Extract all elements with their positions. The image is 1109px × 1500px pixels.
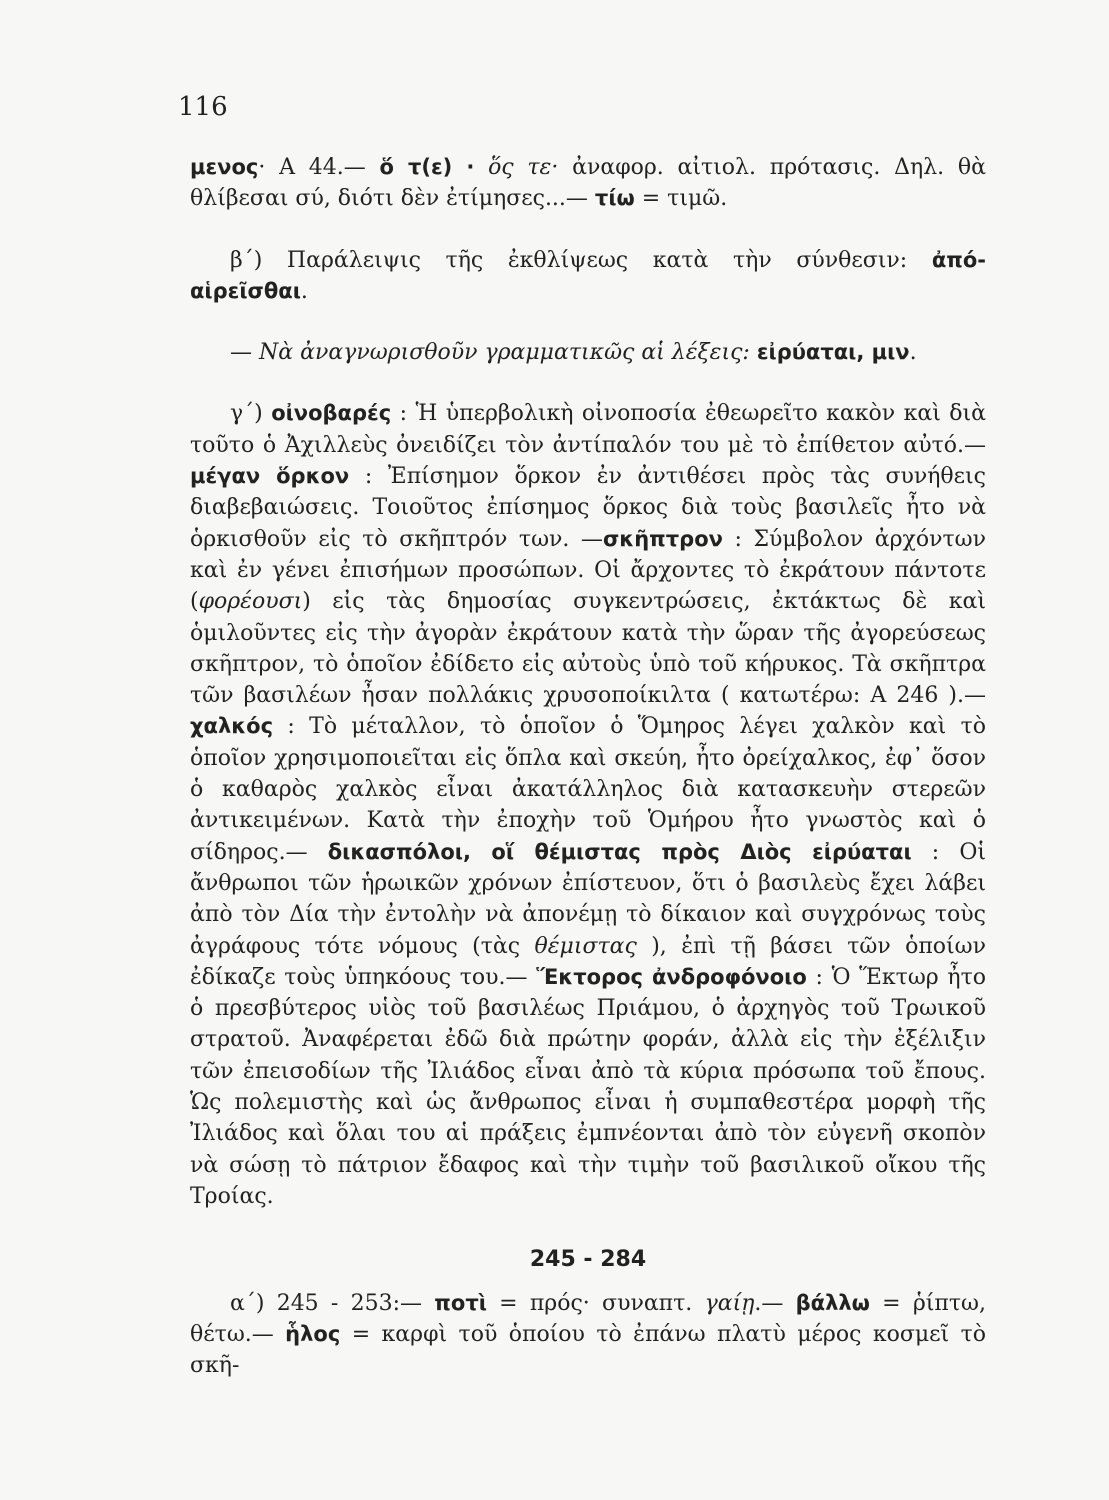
paragraph-5 <box>190 1288 986 1382</box>
text-run: : Ὁ Ἕκτωρ ἦτο ὁ πρεσβύτερος υἱὸς τοῦ βασιλέως Πριάμου, ὁ ἀρχηγὸς τοῦ Τρωικοῦ στρατοῦ. Ἀναφέρεται ἐδῶ διὰ πρώτην φοράν, ἀλλὰ εἰς τὴν ἐξέλιξιν τῶν ἐπεισοδίων τῆς Ἰλιάδος εἶναι ἀπὸ τὰ κύρια πρόσωπα τοῦ ἔπους. Ὡς πολεμιστὴς καὶ ὡς ἄνθρωπος εἶναι ἡ συμπαθεστέρα μορφὴ τῆς Ἰλιάδος καὶ ὅλαι του αἱ πράξεις ἐμπνέονται ἀπὸ τὸν εὐγενῆ σκοπὸν νὰ σώσῃ τὸ πάτριον ἔδαφος καὶ τὴν τιμὴν τοῦ βασιλικοῦ οἴκου τῆς Τροίας. <box>190 964 986 1209</box>
text-run: : Ἡ ὑπερβολικὴ οἰνοποσία ἐθεωρεῖτο κακὸν καὶ διὰ τοῦτο ὁ Ἀχιλλεὺς ὀνειδίζει τὸν ἀντίπαλόν του μὲ τὸ ἐπίθετον αὐτό.— <box>190 401 986 458</box>
text-run: α΄) 245 - 253:— <box>230 1290 435 1316</box>
lemma: τίω <box>594 186 635 211</box>
text-run: ἀναφορ. αἰτιολ. πρότασις. Δηλ. θὰ θλίβεσαι σύ, διότι δὲν ἐτίμησες...— <box>190 155 986 212</box>
paragraph-4 <box>190 398 986 1212</box>
text-run: γ΄) <box>230 401 272 427</box>
page-number: 116 <box>178 92 228 122</box>
lemma: οἰνοβαρές <box>271 401 392 426</box>
lemma: ποτὶ <box>434 1290 487 1315</box>
italic-run: θέμιστας <box>534 933 637 959</box>
lemma: ἧλος <box>285 1321 341 1346</box>
text-run: = ῥίπτω, θέτω.— <box>190 1290 986 1347</box>
lemma: χαλκός <box>190 714 274 739</box>
text-run: = πρός· συναπτ. <box>486 1290 705 1316</box>
lemma: Ἕκτορος ἀνδροφόνοιο <box>536 964 807 989</box>
lemma: μέγαν ὅρκον <box>190 464 350 489</box>
section-heading: 245 - 284 <box>529 1247 647 1273</box>
lemma: σκῆπτρον <box>602 526 723 551</box>
italic-run: γαίῃ <box>704 1290 755 1316</box>
paragraph-2 <box>190 245 986 308</box>
text-run: β΄) Παράλειψις τῆς ἐκθλίψεως κατὰ τὴν σύνθεσιν: <box>230 247 932 273</box>
text-run: : Τὸ μέταλλον, τὸ ὁποῖον ὁ Ὅμηρος λέγει χαλκὸν καὶ τὸ ὁποῖον χρησιμοποιεῖται εἰς ὅπλα καὶ σκεύη, ἦτο ὀρείχαλκος, ἐφ᾽ ὅσον ὁ καθαρὸς χαλκὸς εἶναι ἀκατάλληλος διὰ κατασκευὴν στερεῶν ἀντικειμένων. Κατὰ τὴν ἐποχὴν τοῦ Ὁμήρου ἦτο γνωστὸς καὶ ὁ σίδηρος.— <box>190 714 986 865</box>
text-run: = τιμῶ. <box>634 186 728 212</box>
paragraph-1 <box>190 152 986 215</box>
text-run: · Α 44.— <box>258 155 380 180</box>
lemma: ὅ τ(ε) · <box>379 155 475 179</box>
lemma: δικασπόλοι, οἵ θέμιστας πρὸς Διὸς εἰρύαται <box>327 839 912 864</box>
paragraph-3 <box>190 337 986 368</box>
lemma: ἀπό- αἱρεῖσθαι <box>190 247 986 303</box>
lemma: βάλλω <box>795 1290 870 1315</box>
text-run: ) εἰς τὰς δημοσίας συγκεντρώσεις, ἐκτάκτως δὲ καὶ ὁμιλοῦντες εἰς τὴν ἀγορὰν ἐκράτουν κατὰ τὴν ὥραν τῆς ἀγορεύσεως σκῆπτρον, τὸ ὁποῖον ἐδίδετο εἰς αὐτοὺς ὑπὸ τοῦ κήρυκος. Τὰ σκῆπτρα τῶν βασιλέων ἦσαν πολλάκις χρυσοποίκιλτα ( κατωτέρω: Α 246 ).— <box>190 589 986 709</box>
italic-run: φορέουσι <box>198 589 303 615</box>
text-run: .— <box>754 1290 796 1316</box>
text-run: . <box>909 340 917 366</box>
text-run: ), ἐπὶ τῇ βάσει τῶν ὁποίων ἐδίκαζε τοὺς ὑπηκόους του.— <box>190 933 986 990</box>
text-run: : Οἱ ἄνθρωποι τῶν ἡρωικῶν χρόνων ἐπίστευον, ὅτι ὁ βασιλεὺς ἔχει λάβει ἀπὸ τὸν Δία τὴν ἐντολὴν νὰ ἀπονέμῃ τὸ δίκαιον καὶ συγχρόνως τοὺς ἀγράφους τότε νόμους (τὰς <box>190 839 986 959</box>
text-run: : Ἐπίσημον ὅρκον ἐν ἀντιθέσει πρὸς τὰς συνήθεις διαβεβαιώσεις. Τοιοῦτος ἐπίσημος ὅρκος διὰ τοὺς βασιλεῖς ἦτο νὰ ὁρκισθοῦν εἰς τὸ σκῆπτρόν των. — <box>190 464 986 552</box>
text-run: : Σύμβολον ἀρχόντων καὶ ἐν γένει ἐπισήμων προσώπων. Οἱ ἄρχοντες τὸ ἐκράτουν πάντοτε ( <box>190 526 986 615</box>
lemma: μενος <box>190 155 259 179</box>
italic-run: ὅς τε· <box>474 155 559 180</box>
lemma: εἰρύαται, μιν <box>756 340 910 365</box>
text-run: . <box>300 278 308 304</box>
italic-run: — Νὰ ἀναγνωρισθοῦν γραμματικῶς αἱ λέξεις: <box>230 340 757 366</box>
commentary-text <box>190 152 986 1381</box>
text-run: = καρφὶ τοῦ ὁποίου τὸ ἐπάνω πλατὺ μέρος κοσμεῖ τὸ σκῆ- <box>190 1321 986 1379</box>
